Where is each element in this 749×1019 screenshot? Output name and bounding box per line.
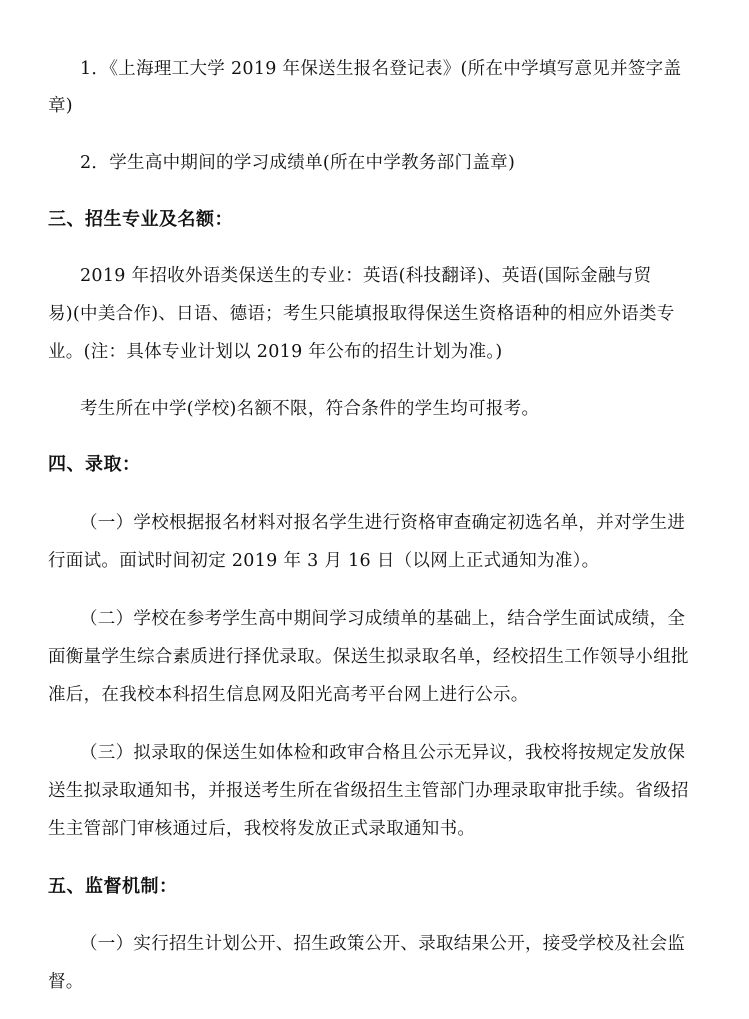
section-5-item-1: （一）实行招生计划公开、招生政策公开、录取结果公开，接受学校及社会监 [80,934,686,954]
materials-item-1-cont: 章) [48,96,73,116]
materials-item-2: 2．学生高中期间的学习成绩单(所在中学教务部门盖章) [80,153,516,173]
materials-item-1: 1．《上海理工大学 2019 年保送生报名登记表》(所在中学填写意见并签字盖 [80,59,682,79]
section-4-item-2-cont: 准后，在我校本科招生信息网及阳光高考平台网上进行公示。 [48,685,529,705]
section-4-item-3: （三）拟录取的保送生如体检和政审合格且公示无异议，我校将按规定发放保 [80,743,686,763]
section-4-item-1: （一）学校根据报名材料对报名学生进行资格审查确定初选名单，并对学生进 [80,513,686,533]
section-4-item-2: （二）学校在参考学生高中期间学习成绩单的基础上，结合学生面试成绩，全 [80,609,686,629]
section-4-heading: 四、录取： [48,454,141,475]
section-3-para-1: 2019 年招收外语类保送生的专业：英语(科技翻译)、英语(国际金融与贸 [80,266,652,286]
section-5-heading: 五、监督机制： [48,876,178,897]
section-4-item-1-cont: 行面试。面试时间初定 2019 年 3 月 16 日（以网上正式通知为准）。 [48,551,600,571]
section-3-para-2: 考生所在中学(学校)名额不限，符合条件的学生均可报考。 [80,399,540,419]
section-3-heading: 三、招生专业及名额： [48,209,233,230]
section-4-item-3-cont: 生主管部门审核通过后，我校将发放正式录取通知书。 [48,819,476,839]
section-4-item-3-cont: 送生拟录取通知书，并报送考生所在省级招生主管部门办理录取审批手续。省级招 [48,781,689,801]
section-3-para-1-cont: 业。(注：具体专业计划以 2019 年公布的招生计划为准。) [48,342,503,362]
section-5-item-1-cont: 督。 [48,972,84,992]
section-4-item-2-cont: 面衡量学生综合素质进行择优录取。保送生拟录取名单，经校招生工作领导小组批 [48,647,689,667]
section-3-para-1-cont: 易)(中美合作)、日语、德语；考生只能填报取得保送生资格语种的相应外语类专 [48,304,675,324]
